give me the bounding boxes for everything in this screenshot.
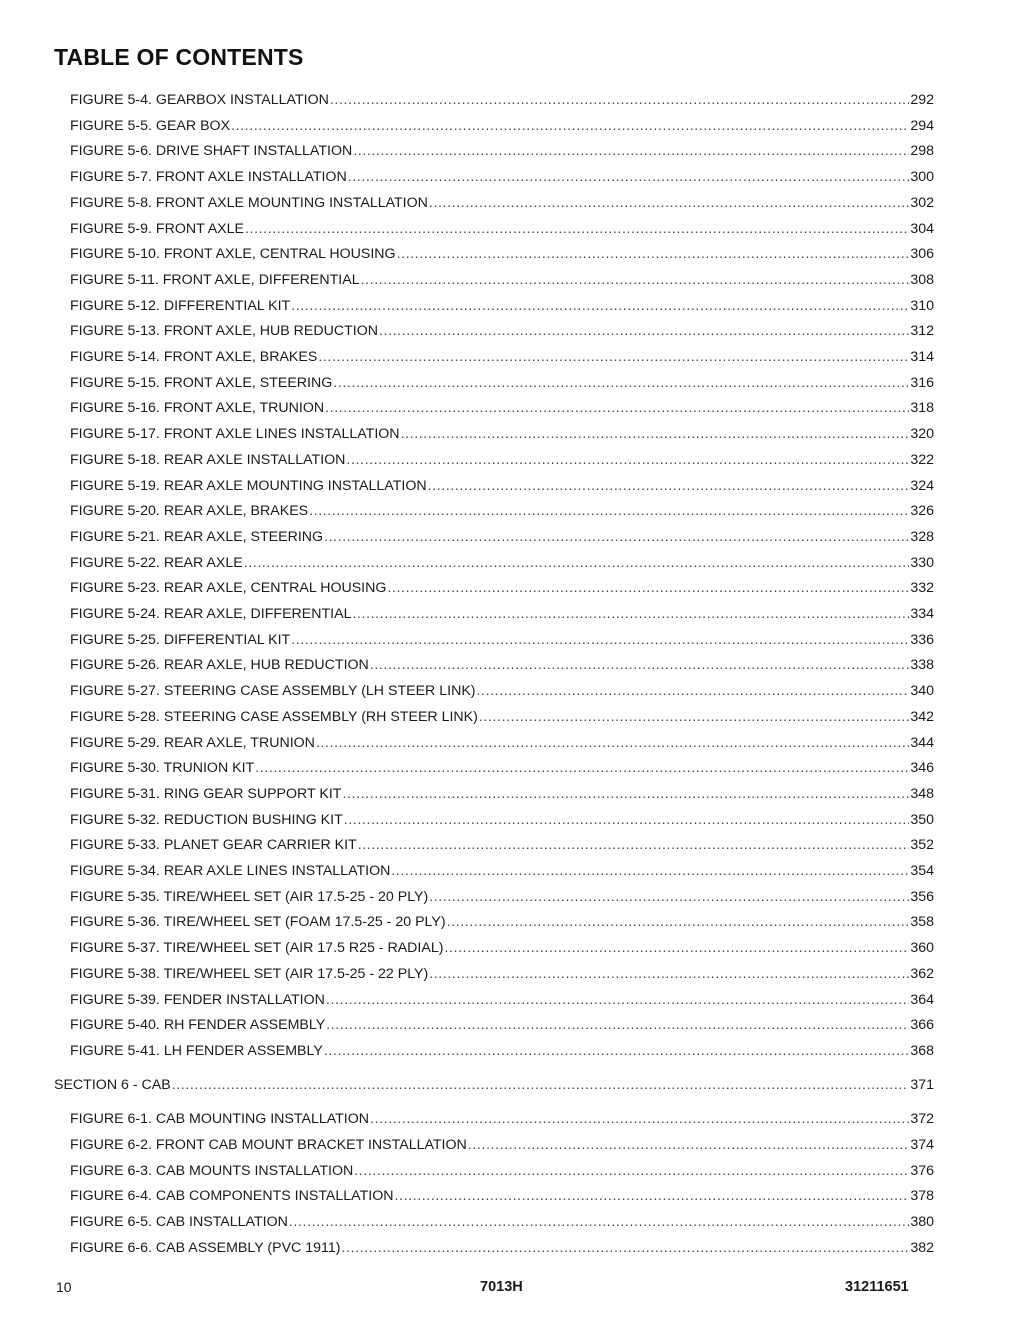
toc-entry[interactable] — [70, 117, 934, 135]
toc-entry[interactable] — [70, 425, 934, 443]
toc-entry-label: FIGURE 5-12. DIFFERENTIAL KIT — [70, 297, 291, 314]
dot-leader — [326, 1016, 909, 1034]
dot-leader — [394, 1187, 909, 1205]
toc-entry-label: FIGURE 5-28. STEERING CASE ASSEMBLY (RH STEER LINK) — [70, 708, 478, 725]
toc-entry[interactable] — [70, 631, 934, 649]
toc-entry-label: FIGURE 5-11. FRONT AXLE, DIFFERENTIAL — [70, 271, 360, 288]
toc-entry-page: 304 — [910, 220, 934, 237]
toc-entry-page: 362 — [910, 965, 934, 982]
toc-entry-label: FIGURE 5-38. TIRE/WHEEL SET (AIR 17.5-25 - 22 PLY) — [70, 965, 429, 982]
toc-entry-page: 368 — [910, 1042, 934, 1059]
toc-entry-page: 378 — [910, 1188, 934, 1205]
toc-entry[interactable] — [70, 888, 934, 906]
dot-leader — [429, 194, 909, 212]
dot-leader — [370, 1110, 909, 1128]
dot-leader — [318, 348, 909, 366]
toc-entry-page: 338 — [910, 657, 934, 674]
toc-entry-page: 376 — [910, 1162, 934, 1179]
toc-entry-page: 374 — [910, 1137, 934, 1153]
toc-entry-label: FIGURE 6-6. CAB ASSEMBLY (PVC 1911) — [70, 1239, 341, 1256]
dot-leader — [477, 682, 910, 700]
toc-entry[interactable] — [70, 554, 934, 572]
toc-entry-page: 294 — [910, 117, 934, 134]
toc-entry[interactable] — [70, 297, 934, 315]
toc-entry[interactable] — [70, 322, 934, 340]
dot-leader — [172, 1076, 910, 1094]
toc-entry-page: 306 — [910, 246, 934, 263]
page-title: TABLE OF CONTENTS — [54, 44, 304, 70]
toc-entry-label: FIGURE 5-16. FRONT AXLE, TRUNION — [70, 400, 325, 417]
dot-leader — [342, 785, 909, 803]
toc-entry-page: 326 — [910, 503, 934, 520]
toc-entry-label: FIGURE 5-7. FRONT AXLE INSTALLATION — [70, 169, 347, 186]
toc-entry[interactable] — [70, 991, 934, 1009]
toc-entry-label: FIGURE 5-21. REAR AXLE, STEERING — [70, 528, 324, 545]
toc-entry-label: FIGURE 5-22. REAR AXLE — [70, 554, 243, 571]
toc-entry-label: FIGURE 6-1. CAB MOUNTING INSTALLATION — [70, 1111, 370, 1128]
toc-entry[interactable] — [70, 374, 934, 392]
toc-section-entry[interactable] — [54, 1076, 934, 1094]
toc-entry-label: FIGURE 5-13. FRONT AXLE, HUB REDUCTION — [70, 323, 378, 340]
toc-entry-label: FIGURE 5-8. FRONT AXLE MOUNTING INSTALLATION — [70, 194, 428, 211]
toc-entry-page: 366 — [910, 1017, 934, 1034]
dot-leader — [348, 168, 910, 186]
toc-entry-page: 316 — [910, 374, 934, 391]
toc-entry-label: FIGURE 5-35. TIRE/WHEEL SET (AIR 17.5-25 - 20 PLY) — [70, 888, 429, 905]
toc-entry-label: FIGURE 6-3. CAB MOUNTS INSTALLATION — [70, 1162, 354, 1179]
toc-entry[interactable] — [70, 477, 934, 495]
dot-leader — [341, 1239, 909, 1257]
toc-entry-label: FIGURE 5-29. REAR AXLE, TRUNION — [70, 734, 315, 751]
dot-leader — [479, 708, 909, 726]
dot-leader — [244, 554, 910, 572]
toc-entry[interactable] — [70, 451, 934, 469]
dot-leader — [291, 631, 909, 649]
toc-entry-label: FIGURE 5-25. DIFFERENTIAL KIT — [70, 631, 291, 648]
dot-leader — [330, 91, 909, 109]
toc-entry-label: FIGURE 5-5. GEAR BOX — [70, 117, 231, 134]
toc-entry-page: 348 — [910, 785, 934, 802]
toc-entry-label: FIGURE 5-40. RH FENDER ASSEMBLY — [70, 1017, 326, 1034]
toc-entry-page: 332 — [910, 580, 934, 597]
toc-entry-page: 380 — [910, 1214, 934, 1231]
toc-entry[interactable] — [70, 271, 934, 289]
toc-entry-page: 292 — [910, 92, 934, 108]
toc-entry-label: FIGURE 5-24. REAR AXLE, DIFFERENTIAL — [70, 606, 352, 622]
toc-entry[interactable] — [70, 1213, 934, 1231]
dot-leader — [245, 220, 909, 238]
dot-leader — [444, 939, 909, 957]
toc-entry[interactable] — [70, 220, 934, 238]
toc-entry-label: FIGURE 5-33. PLANET GEAR CARRIER KIT — [70, 837, 357, 854]
toc-entry[interactable] — [70, 168, 934, 186]
footer-document-number: 31211651 — [845, 1279, 909, 1295]
dot-leader — [370, 656, 910, 674]
toc-entry[interactable] — [70, 811, 934, 829]
toc-entry[interactable] — [70, 734, 934, 752]
toc-entry-page: 312 — [910, 323, 934, 340]
dot-leader — [309, 502, 909, 520]
dot-leader — [231, 117, 909, 135]
toc-entry[interactable] — [70, 913, 934, 931]
toc-entry[interactable] — [70, 194, 934, 212]
toc-entry-page: 336 — [910, 631, 934, 648]
toc-entry[interactable] — [70, 708, 934, 726]
toc-entry[interactable] — [70, 528, 934, 546]
toc-entry-label: FIGURE 5-23. REAR AXLE, CENTRAL HOUSING — [70, 580, 387, 597]
dot-leader — [346, 451, 909, 469]
toc-entry[interactable] — [70, 1110, 934, 1128]
dot-leader — [428, 477, 910, 495]
toc-entry-page: 300 — [910, 169, 934, 186]
toc-entry[interactable] — [70, 1042, 934, 1060]
toc-entry-label: SECTION 6 - CAB — [54, 1077, 171, 1094]
toc-entry-page: 358 — [910, 914, 934, 931]
toc-entry-page: 364 — [910, 991, 934, 1008]
dot-leader — [316, 734, 909, 752]
dot-leader — [325, 399, 909, 417]
toc-entry-label: FIGURE 5-4. GEARBOX INSTALLATION — [70, 92, 329, 108]
dot-leader — [401, 425, 910, 443]
toc-entry-label: FIGURE 5-39. FENDER INSTALLATION — [70, 991, 325, 1008]
toc-entry-label: FIGURE 5-17. FRONT AXLE LINES INSTALLATION — [70, 426, 400, 443]
toc-entry-page: 344 — [910, 734, 934, 751]
toc-entry[interactable] — [70, 1187, 934, 1205]
dot-leader — [344, 811, 910, 829]
toc-entry-label: FIGURE 5-37. TIRE/WHEEL SET (AIR 17.5 R25 - RADIAL) — [70, 940, 444, 957]
toc-entry-label: FIGURE 5-14. FRONT AXLE, BRAKES — [70, 349, 318, 365]
toc-entry-page: 318 — [910, 400, 934, 417]
dot-leader — [361, 271, 910, 289]
toc-entry[interactable] — [70, 759, 934, 777]
toc-entry[interactable] — [70, 862, 934, 880]
toc-entry-label: FIGURE 5-41. LH FENDER ASSEMBLY — [70, 1042, 323, 1059]
toc-entry[interactable] — [70, 142, 934, 160]
dot-leader — [379, 322, 909, 340]
toc-entry-page: 372 — [910, 1111, 934, 1128]
toc-entry-label: FIGURE 5-32. REDUCTION BUSHING KIT — [70, 811, 343, 828]
toc-entry[interactable] — [70, 1136, 934, 1154]
toc-entry-label: FIGURE 5-10. FRONT AXLE, CENTRAL HOUSING — [70, 246, 396, 263]
toc-entry-page: 334 — [910, 606, 934, 622]
toc-entry[interactable] — [70, 605, 934, 623]
toc-entry[interactable] — [70, 502, 934, 520]
toc-entry-page: 371 — [910, 1077, 934, 1094]
toc-entry[interactable] — [70, 682, 934, 700]
toc-entry-label: FIGURE 5-15. FRONT AXLE, STEERING — [70, 374, 333, 391]
toc-entry[interactable] — [70, 1016, 934, 1034]
dot-leader — [429, 888, 909, 906]
toc-entry-page: 356 — [910, 888, 934, 905]
dot-leader — [333, 374, 909, 392]
dot-leader — [397, 245, 910, 263]
toc-entry-label: FIGURE 5-36. TIRE/WHEEL SET (FOAM 17.5-25 - 20 PLY) — [70, 914, 446, 931]
dot-leader — [324, 528, 909, 546]
toc-entry-page: 342 — [910, 708, 934, 725]
dot-leader — [324, 1042, 910, 1060]
toc-entry[interactable] — [70, 656, 934, 674]
footer-page-number: 10 — [56, 1279, 72, 1295]
dot-leader — [353, 142, 909, 160]
toc-entry-page: 330 — [910, 554, 934, 571]
toc-entry-page: 308 — [910, 271, 934, 288]
toc-entry-page: 310 — [910, 297, 934, 314]
toc-entry-page: 314 — [910, 349, 934, 365]
dot-leader — [468, 1136, 910, 1154]
toc-entry-page: 324 — [910, 477, 934, 494]
toc-entry[interactable] — [70, 91, 934, 109]
dot-leader — [354, 1162, 909, 1180]
toc-entry[interactable] — [70, 348, 934, 366]
toc-entry-label: FIGURE 5-26. REAR AXLE, HUB REDUCTION — [70, 657, 369, 674]
dot-leader — [387, 579, 909, 597]
toc-entry[interactable] — [70, 1162, 934, 1180]
dot-leader — [289, 1213, 909, 1231]
toc-entry-page: 328 — [910, 528, 934, 545]
toc-entry-page: 298 — [910, 143, 934, 160]
dot-leader — [291, 297, 909, 315]
toc-entry-label: FIGURE 5-6. DRIVE SHAFT INSTALLATION — [70, 143, 353, 160]
dot-leader — [326, 991, 909, 1009]
toc-entry-label: FIGURE 6-5. CAB INSTALLATION — [70, 1214, 288, 1231]
toc-entry-page: 350 — [910, 811, 934, 828]
toc-entry-page: 322 — [910, 451, 934, 468]
toc-entry[interactable] — [70, 785, 934, 803]
toc-entry-page: 320 — [910, 426, 934, 443]
toc-entry[interactable] — [70, 965, 934, 983]
toc-entry-label: FIGURE 5-20. REAR AXLE, BRAKES — [70, 503, 309, 520]
toc-entry-label: FIGURE 5-34. REAR AXLE LINES INSTALLATION — [70, 863, 391, 879]
dot-leader — [429, 965, 909, 983]
toc-entry-page: 360 — [910, 940, 934, 957]
toc-entry-page: 352 — [910, 837, 934, 854]
toc-entry-label: FIGURE 5-9. FRONT AXLE — [70, 220, 244, 237]
toc-entry-label: FIGURE 5-31. RING GEAR SUPPORT KIT — [70, 785, 342, 802]
toc-entry-label: FIGURE 5-30. TRUNION KIT — [70, 760, 255, 777]
toc-entry-page: 382 — [910, 1239, 934, 1256]
dot-leader — [352, 605, 909, 623]
dot-leader — [447, 913, 910, 931]
dot-leader — [255, 759, 909, 777]
toc-entry-label: FIGURE 6-4. CAB COMPONENTS INSTALLATION — [70, 1188, 394, 1205]
toc-entry-label: FIGURE 5-18. REAR AXLE INSTALLATION — [70, 451, 346, 468]
toc-entry-page: 346 — [910, 760, 934, 777]
toc-entry-page: 340 — [910, 683, 934, 700]
toc-entry[interactable] — [70, 939, 934, 957]
toc-entry[interactable] — [70, 245, 934, 263]
toc-entry[interactable] — [70, 579, 934, 597]
toc-entry[interactable] — [70, 399, 934, 417]
toc-entry[interactable] — [70, 1239, 934, 1257]
footer-model: 7013H — [480, 1279, 523, 1295]
toc-entry[interactable] — [70, 836, 934, 854]
toc-entry-page: 354 — [910, 863, 934, 879]
toc-entry-label: FIGURE 5-19. REAR AXLE MOUNTING INSTALLATION — [70, 477, 427, 494]
toc-entry-label: FIGURE 6-2. FRONT CAB MOUNT BRACKET INSTALLATION — [70, 1137, 467, 1153]
dot-leader — [391, 862, 909, 880]
dot-leader — [358, 836, 910, 854]
toc-entry-page: 302 — [910, 194, 934, 211]
toc-entry-label: FIGURE 5-27. STEERING CASE ASSEMBLY (LH STEER LINK) — [70, 683, 476, 700]
